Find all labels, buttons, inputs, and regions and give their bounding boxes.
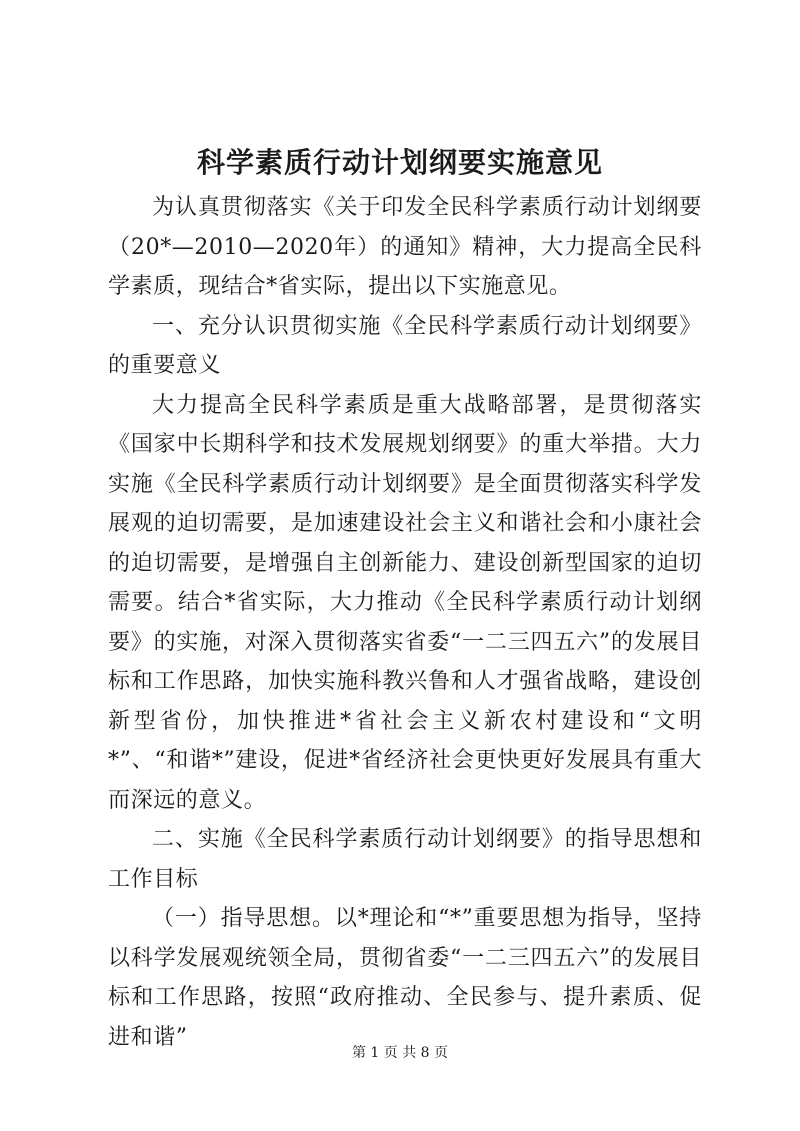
paragraph-guiding-ideology: （一）指导思想。以*理论和“*”重要思想为指导，坚持以科学发展观统领全局，贯彻省委“一二三四五六”的发展目标和工作思路，按照“政府推动、全民参与、提升素质、促进和谐”: [108, 906, 702, 1050]
paragraph-significance: 大力提高全民科学素质是重大战略部署，是贯彻落实《国家中长期科学和技术发展规划纲要》的重大举措。大力实施《全民科学素质行动计划纲要》是全面贯彻落实科学发展观的迫切需要，是加速建设社会主义和谐社会和小康社会的迫切需要，是增强自主创新能力、建设创新型国家的迫切需要。结合*省实际，大力推动《全民科学素质行动计划纲要》的实施，对深入贯彻落实省委“一二三四五六”的发展目标和工作思路，加快实施科教兴鲁和人才强省战略，建设创新型省份，加快推进*省社会主义新农村建设和“文明*”、“和谐*”建设，促进*省经济社会更快更好发展具有重大而深远的意义。: [108, 392, 702, 813]
document-body: [108, 188, 702, 1057]
section-heading-2: 二、实施《全民科学素质行动计划纲要》的指导思想和工作目标: [108, 827, 702, 892]
paragraph-intro: 为认真贯彻落实《关于印发全民科学素质行动计划纲要（20*—2010—2020年）的通知》精神，大力提高全民科学素质，现结合*省实际，提出以下实施意见。: [108, 195, 702, 299]
document-title: 科学素质行动计划纲要实施意见: [196, 146, 603, 179]
section-heading-1: 一、充分认识贯彻实施《全民科学素质行动计划纲要》的重要意义: [108, 313, 702, 378]
page-number-footer: 第 1 页 共 8 页: [351, 1045, 449, 1061]
